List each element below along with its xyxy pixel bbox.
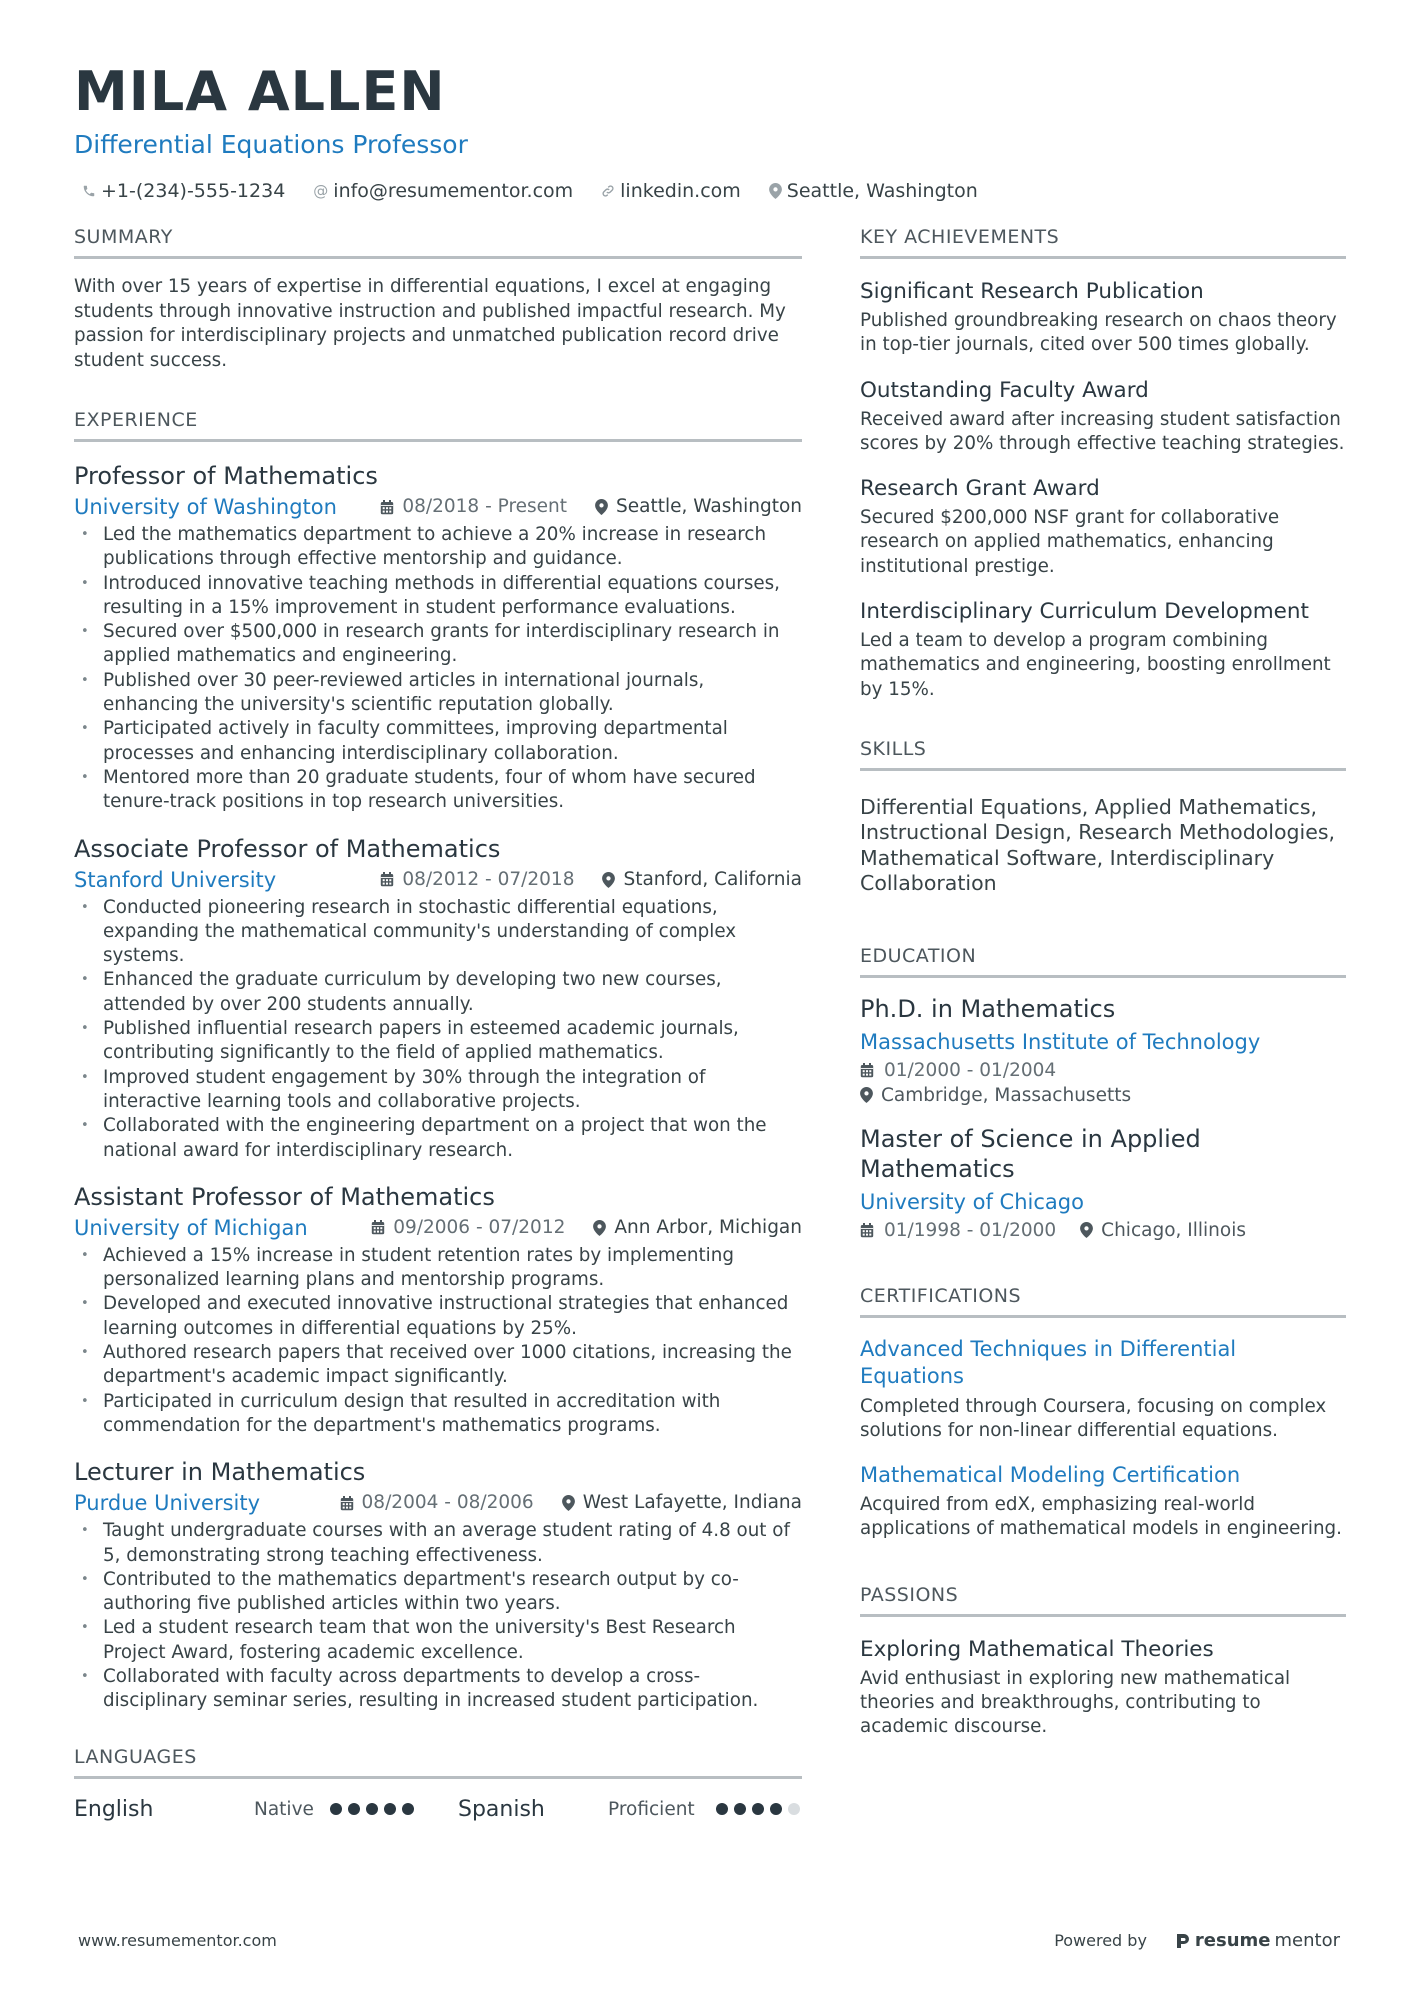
achievement-title: Interdisciplinary Curriculum Development [860, 599, 1309, 625]
calendar-icon [860, 1223, 874, 1238]
passion-list [860, 1635, 1346, 1740]
linkedin-text: linkedin.com [620, 180, 741, 202]
location-pin-icon [769, 183, 782, 199]
certification-title[interactable]: Mathematical Modeling Certification [860, 1462, 1241, 1487]
company-name: Stanford University [74, 867, 277, 892]
bullet-item: • Led a student research team that won the university's Best Research Project Award, fostering academic excellence. [74, 1616, 802, 1665]
certification-desc: Completed through Coursera, focusing on complex solutions for non-linear differential equations. [860, 1395, 1327, 1442]
job-location [595, 493, 802, 521]
certifications-heading: CERTIFICATIONS [860, 1283, 1346, 1318]
experience-heading: EXPERIENCE [74, 407, 802, 442]
brand-name-bold: resume [1194, 1930, 1271, 1951]
achievements-heading: KEY ACHIEVEMENTS [860, 224, 1346, 259]
job-bullets [74, 1519, 802, 1713]
certification-desc: Acquired from edX, emphasizing real-world applications of mathematical models in engineering. [860, 1494, 1342, 1540]
job-bullets [74, 523, 802, 815]
achievement-desc: Received award after increasing student satisfaction scores by 20% through effective teaching strategies. [860, 408, 1345, 454]
job-entry [74, 1181, 802, 1438]
achievement-title: Significant Research Publication [860, 279, 1204, 304]
bullet-item: • Mentored more than 20 graduate students, four of whom have secured tenure-track positions in top research universities. [74, 766, 802, 815]
achievements-section [860, 224, 1346, 702]
job-dates [340, 1489, 534, 1517]
language-item [458, 1797, 802, 1822]
skills-section [860, 736, 1346, 897]
job-entry [74, 1456, 802, 1713]
language-rating [716, 1803, 800, 1815]
link-icon [601, 184, 615, 198]
achievement-item [860, 474, 1346, 579]
education-location [1080, 1218, 1246, 1243]
contact-row [74, 178, 1344, 204]
right-column [860, 224, 1346, 1774]
education-heading: EDUCATION [860, 943, 1346, 978]
languages-heading: LANGUAGES [74, 1744, 802, 1779]
education-degree: Ph.D. in Mathematics [860, 994, 1116, 1023]
education-location-row [860, 1083, 1346, 1108]
contact-linkedin[interactable] [601, 178, 741, 204]
email-text: info@resumementor.com [333, 180, 574, 202]
company-name: University of Michigan [74, 1215, 308, 1240]
bullet-item: • Enhanced the graduate curriculum by developing two new courses, attended by over 200 students annually. [74, 968, 802, 1017]
language-list [74, 1797, 802, 1822]
bullet-item: • Led the mathematics department to achieve a 20% increase in research publications through effective mentorship and guidance. [74, 523, 802, 572]
bullet-item: • Conducted pioneering research in stochastic differential equations, expanding the mathematical community's understanding of complex systems. [74, 896, 802, 969]
job-location [593, 1214, 802, 1242]
bullet-item: • Authored research papers that received over 1000 citations, increasing the department's academic impact significantly. [74, 1341, 802, 1390]
bullet-item: • Published over 30 peer-reviewed articles in international journals, enhancing the university's scientific reputation globally. [74, 669, 802, 718]
job-meta-right [340, 1489, 802, 1517]
job-meta [74, 866, 802, 894]
skills-text: Differential Equations, Applied Mathematics, Instructional Design, Research Methodologies, Mathematical Software, Interdisciplinary Collaboration [860, 794, 1336, 896]
job-location-text: Stanford, California [623, 868, 802, 890]
job-meta [74, 1489, 802, 1517]
language-level: Proficient [608, 1798, 695, 1820]
education-item [860, 994, 1346, 1108]
job-dates [371, 1214, 565, 1242]
contact-location [769, 178, 978, 204]
skills-heading: SKILLS [860, 736, 1346, 771]
rating-dot [734, 1803, 746, 1815]
at-icon: @ [313, 182, 329, 200]
candidate-name: MILA ALLEN [74, 60, 446, 123]
left-column [74, 224, 802, 1856]
powered-by [1054, 1930, 1340, 1951]
resume-header [74, 58, 1344, 204]
education-location-text: Chicago, Illinois [1101, 1219, 1246, 1241]
job-meta-right [371, 1214, 802, 1242]
rating-dot [366, 1803, 378, 1815]
language-name: Spanish [458, 1796, 545, 1822]
job-meta [74, 1214, 802, 1242]
achievement-title: Outstanding Faculty Award [860, 377, 1149, 403]
experience-section [74, 407, 802, 1714]
contact-phone[interactable] [82, 178, 285, 204]
language-level: Native [254, 1798, 314, 1820]
job-title: Associate Professor of Mathematics [74, 834, 501, 863]
bullet-item: • Secured over $500,000 in research grants for interdisciplinary research in applied mathematics and engineering. [74, 620, 802, 669]
education-list [860, 994, 1346, 1243]
brand-mark-icon [1175, 1932, 1191, 1950]
job-dates-text: 08/2004 - 08/2006 [361, 1492, 534, 1514]
calendar-icon [340, 1496, 354, 1511]
location-text: Seattle, Washington [786, 180, 978, 202]
calendar-icon [380, 872, 394, 887]
bullet-item: • Participated actively in faculty committees, improving departmental processes and enhancing interdisciplinary collaboration. [74, 717, 802, 766]
achievement-list [860, 277, 1346, 702]
powered-by-label: Powered by [1054, 1931, 1147, 1950]
rating-dot [330, 1803, 342, 1815]
education-dates [860, 1218, 1346, 1243]
brand-logo[interactable] [1175, 1930, 1340, 1951]
location-pin-icon [1080, 1222, 1093, 1238]
footer [78, 1930, 1340, 1951]
job-location-text: West Lafayette, Indiana [582, 1492, 802, 1514]
education-school: University of Chicago [860, 1189, 1084, 1214]
passion-desc: Avid enthusiast in exploring new mathematical theories and breakthroughs, contributing to academic discourse. [860, 1667, 1291, 1738]
achievement-item [860, 376, 1346, 457]
location-pin-icon [562, 1495, 575, 1511]
certifications-section [860, 1283, 1346, 1542]
education-section [860, 943, 1346, 1243]
job-meta-right [380, 493, 802, 521]
rating-dot [716, 1803, 728, 1815]
bullet-item: • Participated in curriculum design that resulted in accreditation with commendation for the department's mathematics programs. [74, 1390, 802, 1439]
education-degree: Master of Science in Applied Mathematics [860, 1124, 1201, 1183]
certification-item [860, 1462, 1346, 1542]
job-meta [74, 493, 802, 521]
achievement-item [860, 597, 1346, 702]
achievement-desc: Secured $200,000 NSF grant for collaborative research on applied mathematics, enhancing institutional prestige. [860, 507, 1280, 577]
job-dates [380, 493, 567, 521]
passions-heading: PASSIONS [860, 1582, 1346, 1617]
job-location-text: Seattle, Washington [616, 496, 802, 517]
certification-list [860, 1336, 1346, 1542]
company-name: University of Washington [74, 495, 337, 519]
location-pin-icon [593, 1220, 606, 1236]
education-location-text: Cambridge, Massachusetts [881, 1084, 1132, 1106]
education-school: Massachusetts Institute of Technology [860, 1029, 1261, 1054]
phone-icon [82, 184, 96, 198]
education-dates-text: 01/2000 - 01/2004 [884, 1059, 1057, 1081]
phone-text: +1-(234)-555-1234 [101, 180, 286, 202]
job-meta-right [380, 866, 802, 894]
location-pin-icon [595, 499, 608, 515]
languages-section [74, 1744, 802, 1822]
job-bullets [74, 896, 802, 1163]
bullet-item: • Collaborated with faculty across departments to develop a cross-disciplinary seminar series, resulting in increased student participation. [74, 1665, 802, 1714]
bullet-item: • Taught undergraduate courses with an average student rating of 4.8 out of 5, demonstrating strong teaching effectiveness. [74, 1519, 802, 1568]
calendar-icon [371, 1220, 385, 1235]
passions-section [860, 1582, 1346, 1740]
company-name: Purdue University [74, 1491, 261, 1516]
brand-name-light: mentor [1274, 1930, 1340, 1951]
job-list [74, 460, 802, 1714]
summary-section [74, 224, 802, 373]
job-entry [74, 460, 802, 815]
certification-item [860, 1336, 1346, 1444]
achievement-desc: Published groundbreaking research on chaos theory in top-tier journals, cited over 500 times globally. [860, 310, 1337, 356]
candidate-title: Differential Equations Professor [74, 130, 468, 159]
calendar-icon [860, 1063, 874, 1078]
rating-dot [770, 1803, 782, 1815]
achievement-title: Research Grant Award [860, 476, 1100, 502]
passion-item [860, 1635, 1346, 1740]
language-item [74, 1797, 458, 1822]
bullet-item: • Developed and executed innovative instructional strategies that enhanced learning outcomes in differential equations by 25%. [74, 1292, 802, 1341]
location-pin-icon [602, 872, 615, 888]
job-location-text: Ann Arbor, Michigan [614, 1216, 802, 1238]
contact-email[interactable] [313, 178, 573, 204]
bullet-item: • Collaborated with the engineering department on a project that won the national award for interdisciplinary research. [74, 1114, 802, 1163]
language-rating [330, 1803, 414, 1815]
job-title: Assistant Professor of Mathematics [74, 1182, 495, 1211]
job-dates-text: 08/2018 - Present [402, 496, 568, 517]
location-pin-icon [860, 1087, 873, 1103]
footer-website[interactable]: www.resumementor.com [78, 1931, 277, 1950]
calendar-icon [380, 500, 394, 515]
summary-heading: SUMMARY [74, 224, 802, 259]
certification-title[interactable]: Advanced Techniques in Differential Equations [860, 1336, 1237, 1389]
passion-title: Exploring Mathematical Theories [860, 1636, 1214, 1662]
bullet-item: • Published influential research papers in esteemed academic journals, contributing significantly to the field of applied mathematics. [74, 1017, 802, 1066]
job-title: Lecturer in Mathematics [74, 1458, 366, 1487]
rating-dot [752, 1803, 764, 1815]
bullet-item: • Introduced innovative teaching methods in differential equations courses, resulting in a 15% improvement in student performance evaluations. [74, 572, 802, 621]
achievement-desc: Led a team to develop a program combining mathematics and engineering, boosting enrollment by 15%. [860, 630, 1331, 700]
education-dates-text: 01/1998 - 01/2000 [884, 1219, 1057, 1241]
bullet-item: • Achieved a 15% increase in student retention rates by implementing personalized learning plans and mentorship programs. [74, 1244, 802, 1293]
job-entry [74, 833, 802, 1163]
bullet-item: • Contributed to the mathematics department's research output by co-authoring five published articles within two years. [74, 1568, 802, 1617]
rating-dot [788, 1803, 800, 1815]
bullet-item: • Improved student engagement by 30% through the integration of interactive learning tools and collaborative projects. [74, 1066, 802, 1115]
education-item [860, 1124, 1346, 1243]
job-location [562, 1489, 802, 1517]
job-dates-text: 09/2006 - 07/2012 [393, 1216, 566, 1238]
rating-dot [384, 1803, 396, 1815]
job-bullets [74, 1244, 802, 1438]
education-dates [860, 1058, 1346, 1083]
job-title: Professor of Mathematics [74, 462, 378, 490]
achievement-item [860, 277, 1346, 358]
job-location [602, 866, 802, 894]
education-location [860, 1083, 1131, 1108]
rating-dot [348, 1803, 360, 1815]
rating-dot [402, 1803, 414, 1815]
job-dates-text: 08/2012 - 07/2018 [402, 868, 575, 890]
language-name: English [74, 1796, 154, 1822]
summary-text: With over 15 years of expertise in differential equations, I excel at engaging students through innovative instruction and published impactful research. My passion for interdisciplinary projects and unmatched publication record drive student success. [74, 276, 786, 371]
job-dates [380, 866, 574, 894]
